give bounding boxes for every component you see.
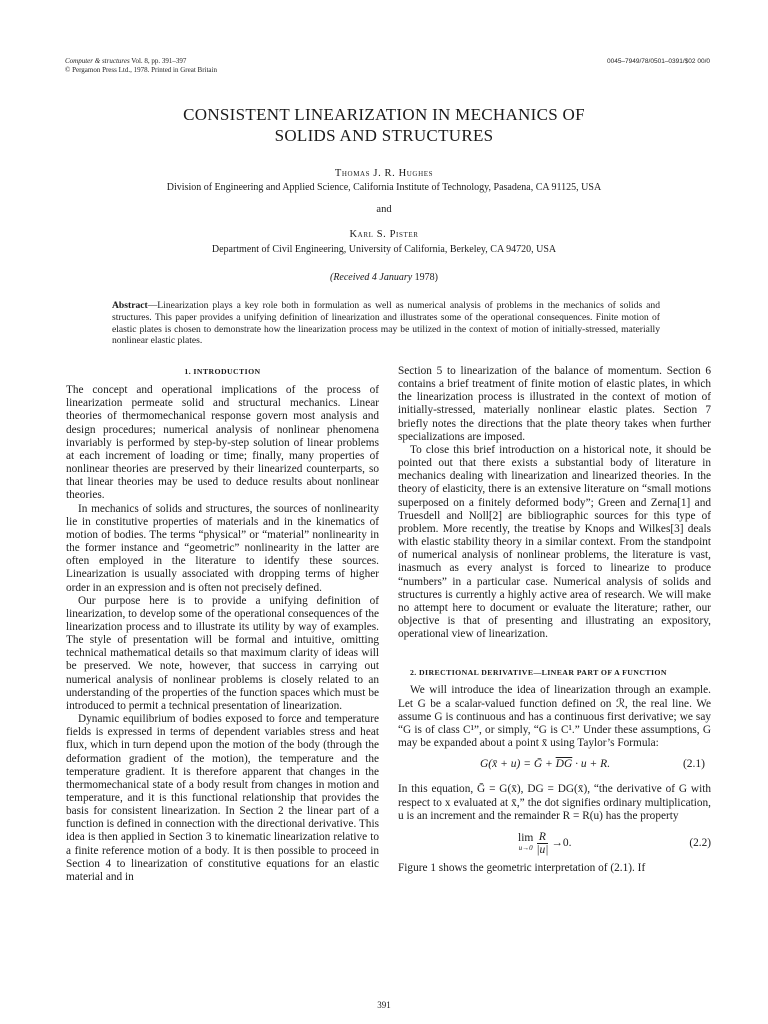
equation-2-2 bbox=[398, 831, 711, 856]
journal-volume: Vol. 8, pp. 391–397 bbox=[129, 57, 187, 65]
equation-2-1-number: (2.1) bbox=[682, 758, 705, 771]
eq1-rhs: · u + R. bbox=[572, 758, 611, 771]
section-2-paragraph-1: We will introduce the idea of linearization through an example. Let G be a scalar-valued function defined on ℛ, the real line. We assume G is continuous and has a continuous first derivative; we say “G is of class C¹”, or simply, “G is C¹.” Under these assumptions, G may be expanded about a point x̄ using Taylor’s Formula: bbox=[398, 684, 711, 750]
equation-2-2-number: (2.2) bbox=[689, 836, 711, 849]
right-column bbox=[398, 365, 711, 875]
intro-paragraph-4: Dynamic equilibrium of bodies exposed to force and temperature fields is expressed in terms of dependent variables stress and heat flux, which in turn depend upon the motion of the body (through the deformation gradient of the motion), the temperature and the temperature gradient. It is therefore apparent that changes in the thermomechanical state of a body result from changes in motion and temperature, and it is this functional relationship that provides the basis for consistent linearization. In Section 2 the linear part of a function is defined in connection with the directional derivative. This idea is then applied in Section 3 to kinematic linearization relative to a finite reference motion of a body. It is then possible to proceed in Section 4 to linearization of constitutive equations for an elastic material and in bbox=[66, 713, 379, 883]
paper-title bbox=[0, 104, 768, 146]
limit-result: →0. bbox=[551, 836, 572, 849]
abstract bbox=[112, 300, 660, 347]
eq1-dg: $\overline{DG}$ bbox=[555, 758, 573, 771]
limit-fraction bbox=[536, 831, 548, 856]
section-2-heading: 2. DIRECTIONAL DERIVATIVE—LINEAR PART OF A FUNCTION bbox=[410, 668, 667, 678]
intro-paragraph-6: To close this brief introduction on a historical note, it should be pointed out that there exists a substantial body of literature in mechanics dealing with linearization and linearized theories. In the theory of elasticity, there is an extensive literature on “small motions superposed on a finitely deformed body”; Green and Zerna[1] and Truesdell and Noll[2] are bibliographic sources for this type of problem. More recently, the treatise by Knops and Wilkes[3] deals with elastic stability theory in a similar context. From the standpoint of numerical analysis of nonlinear problems, the literature is vast, inasmuch as every analyst is forced to linearize to produce “numbers” in a particular case. Numerical analysis of solids and structures is currently a highly active area of research. We will make no attempt here to document or evaluate the literature; rather, our objective is that of presenting and illustrating an expository, operational view of linearization. bbox=[398, 443, 711, 641]
and-separator: and bbox=[376, 204, 392, 215]
received-year: 1978) bbox=[414, 272, 439, 283]
intro-paragraph-5: Section 5 to linearization of the balance of momentum. Section 6 contains a brief treatment of finite motion of elastic plates, in which the linearization process is illustrated in the context of motion of initially-stressed, materially nonlinear elastic plates. Section 7 briefly notes the directions that the plate theory takes when further specializations are imposed. bbox=[398, 365, 711, 443]
abstract-lead: Abstract bbox=[112, 300, 148, 311]
author-1-affiliation: Division of Engineering and Applied Science, California Institute of Technology, Pasadena, CA 91125, USA bbox=[166, 182, 602, 193]
intro-paragraph-1: The concept and operational implications of the process of linearization permeate solid and structural mechanics. Linear theories of thermomechanical response govern most analysis and design procedures; numerical analysis of nonlinear phenomena invariably is performed by step-by-step solution of linear problems at each increment of loading or time; finally, many properties of nonlinear theories are preserved by their linearized counterparts, so that linear theories may be used to deduce results about nonlinear theories. bbox=[66, 384, 379, 502]
article-code: 0045–7949/78/0501–0391/$02 00/0 bbox=[606, 58, 710, 65]
section-1-heading: 1. INTRODUCTION bbox=[184, 367, 261, 376]
author-2-name: Karl S. Pister bbox=[349, 229, 419, 240]
section-2-paragraph-2: In this equation, Ḡ = G(x̄), DG = DG(x̄), “the derivative of G with respect to x evaluated at x̄,” the dot signifies ordinary multiplication, u is an increment and the remainder R = R(u) has the property bbox=[398, 783, 711, 822]
journal-citation bbox=[65, 57, 217, 75]
abstract-text: —Linearization plays a key role both in formulation as well as numerical analysis of problems in the mechanics of solids and structures. This paper provides a unifying definition of linearization and illustrates some of the operational consequences. Finite motion of elastic plates is chosen to demonstrate how the linearization process may be utilized in the context of motion of initially-stressed, materially nonlinear elastic plates. bbox=[112, 300, 660, 347]
page-number: 391 bbox=[377, 1000, 391, 1010]
title-line-1: CONSISTENT LINEARIZATION IN MECHANICS OF bbox=[183, 105, 585, 124]
equation-2-1-body bbox=[480, 758, 610, 771]
received-date bbox=[0, 272, 768, 283]
equation-2-2-body bbox=[518, 831, 572, 856]
title-line-2: SOLIDS AND STRUCTURES bbox=[274, 126, 494, 145]
section-2-paragraph-3: Figure 1 shows the geometric interpretation of (2.1). If bbox=[398, 861, 646, 874]
eq1-lhs: G(x̄ + u) = Ḡ + bbox=[480, 758, 556, 771]
left-column bbox=[66, 365, 379, 884]
lim-subscript: u→0 bbox=[518, 844, 533, 853]
journal-name: Computer & structures bbox=[65, 57, 130, 65]
limit-operator bbox=[518, 833, 533, 853]
lim-text: lim bbox=[518, 832, 534, 845]
intro-paragraph-2: In mechanics of solids and structures, the sources of nonlinearity lie in constitutive properties of materials and in the kinematics of motion of bodies. The terms “physical” or “material” nonlinearity in the former instance and “geometric” nonlinearity in the latter are often employed in the literature to identify these sources. Linearization is usually associated with dropping terms of higher order in an expression and is often not precisely defined. bbox=[66, 502, 379, 594]
intro-paragraph-3: Our purpose here is to provide a unifying definition of linearization, to develop some of the operational consequences of the linearization process and to illustrate its utility by way of examples. The style of presentation will be formal and intuitive, omitting technical mathematical details so that maximum clarity of ideas will be preserved. We note, however, that success in carrying out numerical analysis of nonlinear problems is closely related to an understanding of the properties of the function spaces which must be introduced to permit a technical presentation of linearization. bbox=[66, 594, 379, 712]
received-label: (Received 4 January bbox=[329, 272, 413, 283]
equation-2-1 bbox=[398, 758, 711, 771]
author-2-affiliation: Department of Civil Engineering, University of California, Berkeley, CA 94720, USA bbox=[211, 244, 557, 255]
author-1-name: Thomas J. R. Hughes bbox=[334, 168, 434, 179]
fraction-numerator: R bbox=[538, 830, 546, 843]
publisher-line: © Pergamon Press Ltd., 1978. Printed in Great Britain bbox=[65, 66, 217, 74]
fraction-denominator: |u| bbox=[536, 843, 549, 856]
